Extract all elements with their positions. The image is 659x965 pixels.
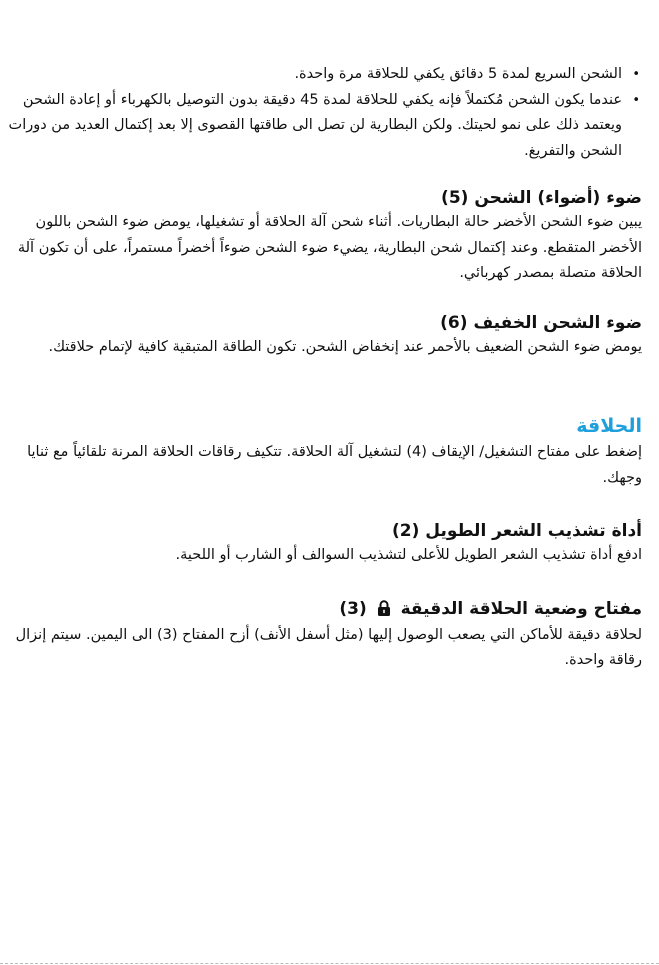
- section-title-number: (3): [339, 598, 367, 619]
- page-content: [4, 62, 642, 674]
- section-title: الحلاقة: [576, 415, 642, 437]
- list-item-text: الشحن السريع لمدة 5 دقائق يكفي للحلاقة مرة واحدة.: [294, 66, 622, 82]
- bullet-dot-icon: •: [632, 67, 640, 82]
- section-title: [4, 597, 642, 623]
- list-item: [4, 88, 642, 165]
- section-title: ضوء الشحن الخفيف (6): [440, 312, 642, 333]
- list-item-text: عندما يكون الشحن مُكتملاً فإنه يكفي للحلاقة لمدة 45 دقيقة بدون التوصيل بالكهرباء أو إعادة الشحن ويعتمد ذلك على نمو لحيتك. ولكن البطارية لن تصل الى طاقتها القصوى إلا بعد إكتمال العديد من دورات الشحن والتفريغ.: [8, 91, 622, 159]
- list-item: [4, 62, 642, 88]
- section-text: يبين ضوء الشحن الأخضر حالة البطاريات. أثناء شحن آلة الحلاقة أو تشغيلها، يومض ضوء الشحن باللون الأخضر المتقطع. وعند إكتمال شحن البطارية، يضيء ضوء الشحن ضوءاً أخضراً مستمراً، على أن تكون آلة الحلاقة متصلة بمصدر كهربائي.: [17, 214, 642, 281]
- section-title: أداة تشذيب الشعر الطويل (2): [391, 521, 642, 541]
- charging-bullet-list: [4, 62, 642, 164]
- bullet-dot-icon: •: [632, 92, 640, 108]
- section-title: ضوء (أضواء) الشحن (5): [441, 188, 642, 208]
- section-text: إضغط على مفتاح التشغيل/ الإيقاف (4) لتشغيل آلة الحلاقة. تتكيف رقاقات الحلاقة المرنة تلقائياً مع ثنايا وجهك.: [27, 444, 642, 486]
- section-long-hair-trimmer: [4, 519, 642, 569]
- section-text: يومض ضوء الشحن الضعيف بالأحمر عند إنخفاض الشحن. تكون الطاقة المتبقية كافية لإتمام حلاقتك.: [48, 338, 642, 355]
- section-charging-lights: [4, 186, 642, 287]
- section-text: ادفع أداة تشذيب الشعر الطويل للأعلى لتشذيب السوالف أو الشارب أو اللحية.: [175, 547, 642, 563]
- section-shaving: [4, 412, 642, 491]
- section-title-text: مفتاح وضعية الحلاقة الدقيقة: [400, 598, 642, 619]
- lock-icon: [377, 599, 391, 623]
- section-text: لحلاقة دقيقة للأماكن التي يصعب الوصول إليها (مثل أسفل الأنف) أزح المفتاح (3) الى اليمين. سيتم إنزال رقاقة واحدة.: [15, 626, 642, 668]
- section-low-charge-light: [4, 311, 642, 361]
- section-precision-switch: [4, 597, 642, 674]
